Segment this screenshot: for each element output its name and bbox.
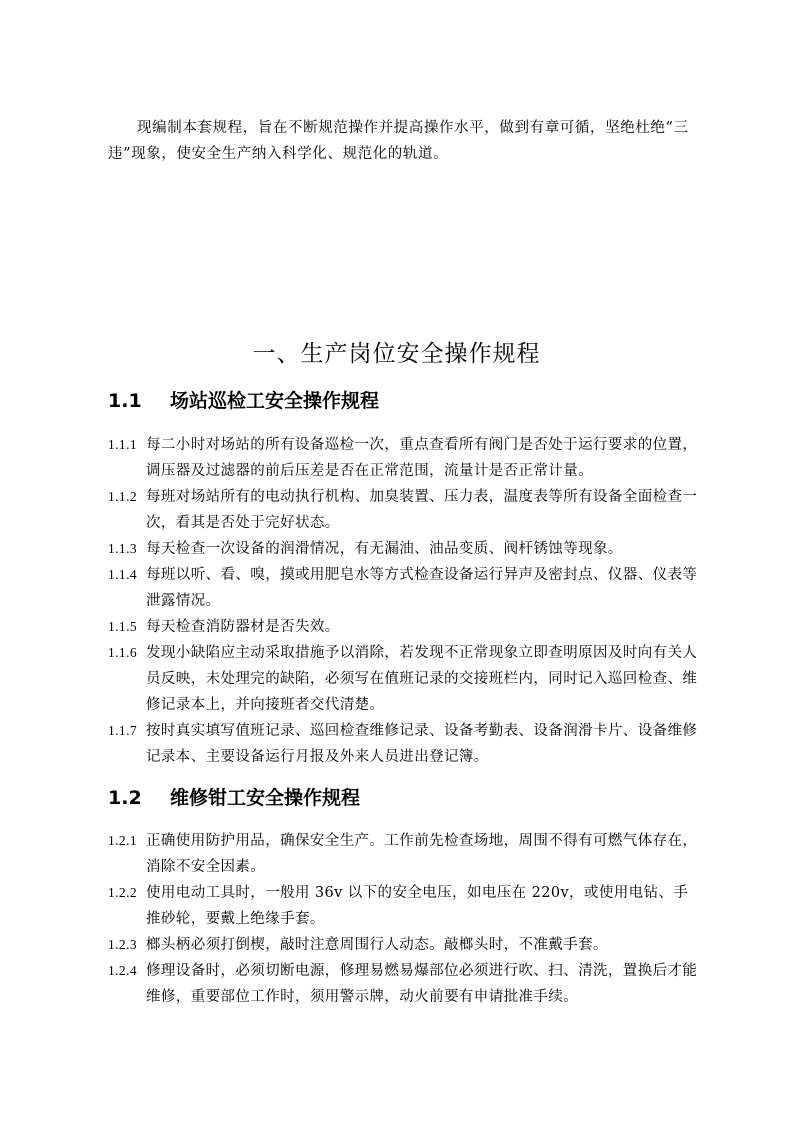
section-number: 1.2 (108, 787, 142, 809)
item-text: 每二小时对场站的所有设备巡检一次，重点查看所有阀门是否处于运行要求的位置，调压器及过滤器的前后压差是否在正常范围，流量计是否正常计量。 (146, 437, 698, 479)
item-number: 1.2.3 (108, 937, 137, 952)
list-item (108, 432, 698, 484)
item-text: 正确使用防护用品，确保安全生产。工作前先检查场地，周围不得有可燃气体存在，消除不安全因素。 (146, 833, 698, 875)
item-number: 1.1.1 (108, 437, 137, 452)
item-number: 1.1.6 (108, 645, 137, 660)
section-heading-1-2 (108, 783, 360, 810)
list-item (108, 880, 698, 932)
item-number: 1.1.7 (108, 723, 137, 738)
section-title: 维修钳工安全操作规程 (170, 787, 361, 809)
list-item (108, 932, 698, 958)
item-number: 1.1.3 (108, 541, 137, 556)
list-item (108, 536, 698, 562)
intro-paragraph: 现编制本套规程，旨在不断规范操作并提高操作水平，做到有章可循，坚绝杜绝“三违”现象，使安全生产纳入科学化、规范化的轨道。 (108, 119, 689, 162)
item-text: 每天检查一次设备的润滑情况，有无漏油、油品变质、阀杆锈蚀等现象。 (146, 541, 623, 557)
list-item (108, 484, 698, 536)
chapter-title: 一、生产岗位安全操作规程 (252, 341, 541, 368)
item-text: 每天检查消防器材是否失效。 (146, 619, 340, 635)
item-text: 修理设备时，必须切断电源，修理易燃易爆部位必须进行吹、扫、清洗，置换后才能维修，重要部位工作时，须用警示牌，动火前要有申请批准手续。 (146, 963, 698, 1005)
list-item (108, 828, 698, 880)
item-number: 1.1.4 (108, 567, 137, 582)
item-number: 1.1.2 (108, 489, 137, 504)
item-text: 按时真实填写值班记录、巡回检查维修记录、设备考勤表、设备润滑卡片、设备维修记录本、主要设备运行月报及外来人员进出登记簿。 (146, 723, 698, 765)
item-number: 1.2.1 (108, 833, 137, 848)
item-number: 1.1.5 (108, 619, 137, 634)
section-1-2-items (108, 828, 698, 1010)
list-item (108, 640, 698, 718)
list-item (108, 562, 698, 614)
list-item (108, 718, 698, 770)
list-item (108, 614, 698, 640)
item-text: 每班对场站所有的电动执行机构、加臭装置、压力表，温度表等所有设备全面检查一次，看其是否处于完好状态。 (146, 489, 698, 531)
item-number: 1.2.4 (108, 963, 137, 978)
section-title: 场站巡检工安全操作规程 (170, 390, 380, 412)
item-text: 发现小缺陷应主动采取措施予以消除，若发现不正常现象立即查明原因及时向有关人员反映，未处理完的缺陷，必须写在值班记录的交接班栏内，同时记入巡回检查、维修记录本上，并向接班者交代清楚。 (146, 645, 698, 713)
item-text: 每班以听、看、嗅，摸或用肥皂水等方式检查设备运行异声及密封点、仪器、仪表等泄露情况。 (146, 567, 698, 609)
item-number: 1.2.2 (108, 885, 137, 900)
section-1-1-items (108, 432, 698, 770)
list-item (108, 958, 698, 1010)
item-text: 使用电动工具时，一般用 36v 以下的安全电压，如电压在 220v，或使用电钻、手推砂轮，要戴上绝缘手套。 (146, 885, 689, 927)
section-heading-1-1 (108, 386, 379, 413)
section-number: 1.1 (108, 390, 142, 412)
item-text: 榔头柄必须打倒楔，敲时注意周围行人动态。敲榔头时，不准戴手套。 (146, 937, 608, 953)
